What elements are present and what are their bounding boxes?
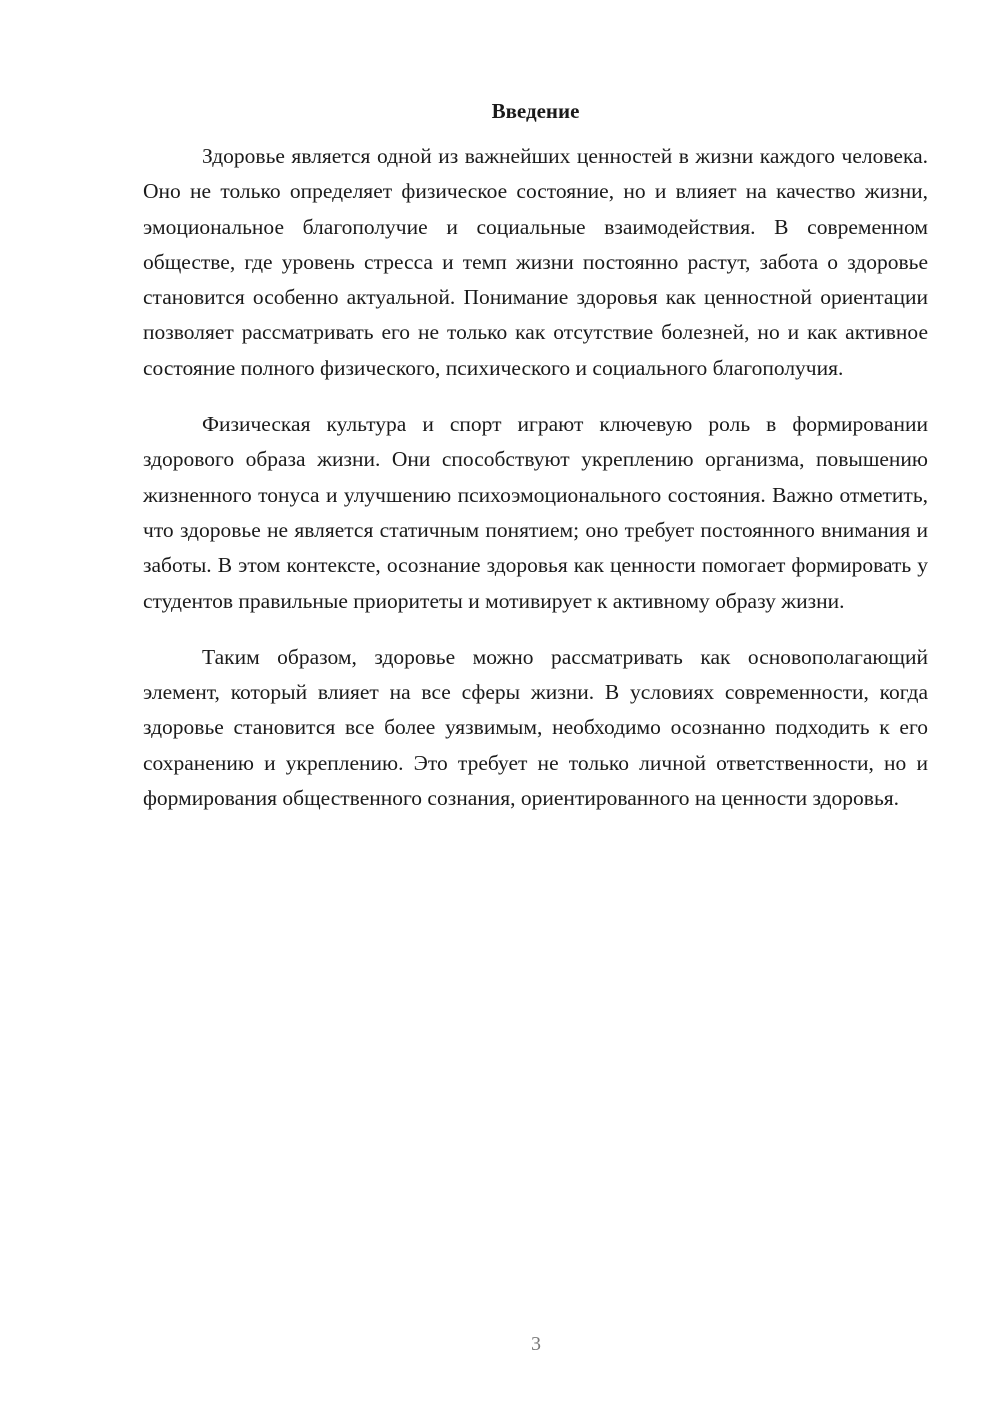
paragraph-2: Физическая культура и спорт играют ключевую роль в формировании здорового образа жизни. Они способствуют укреплению организма, повышению жизненного тонуса и улучшению психоэмоционального состояния. Важно отметить, что здоровье не является статичным понятием; оно требует постоянного внимания и заботы. В этом контексте, осознание здоровья как ценности помогает формировать у студентов правильные приоритеты и мотивирует к активному образу жизни.	[143, 412, 928, 613]
section-heading: Введение	[491, 99, 580, 123]
paragraph-3: Таким образом, здоровье можно рассматривать как основополагающий элемент, который влияет на все сферы жизни. В условиях современности, когда здоровье становится все более уязвимым, необходимо осознанно подходить к его сохранению и укреплению. Это требует не только личной ответственности, но и формирования общественного сознания, ориентированного на ценности здоровья.	[143, 644, 928, 811]
page-number: 3	[531, 1333, 541, 1355]
page-content	[143, 96, 928, 837]
paragraph-1: Здоровье является одной из важнейших ценностей в жизни каждого человека. Оно не только определяет физическое состояние, но и влияет на качество жизни, эмоциональное благополучие и социальные взаимодействия. В современном обществе, где уровень стресса и темп жизни постоянно растут, забота о здоровье становится особенно актуальной. Понимание здоровья как ценностной ориентации позволяет рассматривать его не только как отсутствие болезней, но и как активное состояние полного физического, психического и социального благополучия.	[143, 144, 928, 380]
